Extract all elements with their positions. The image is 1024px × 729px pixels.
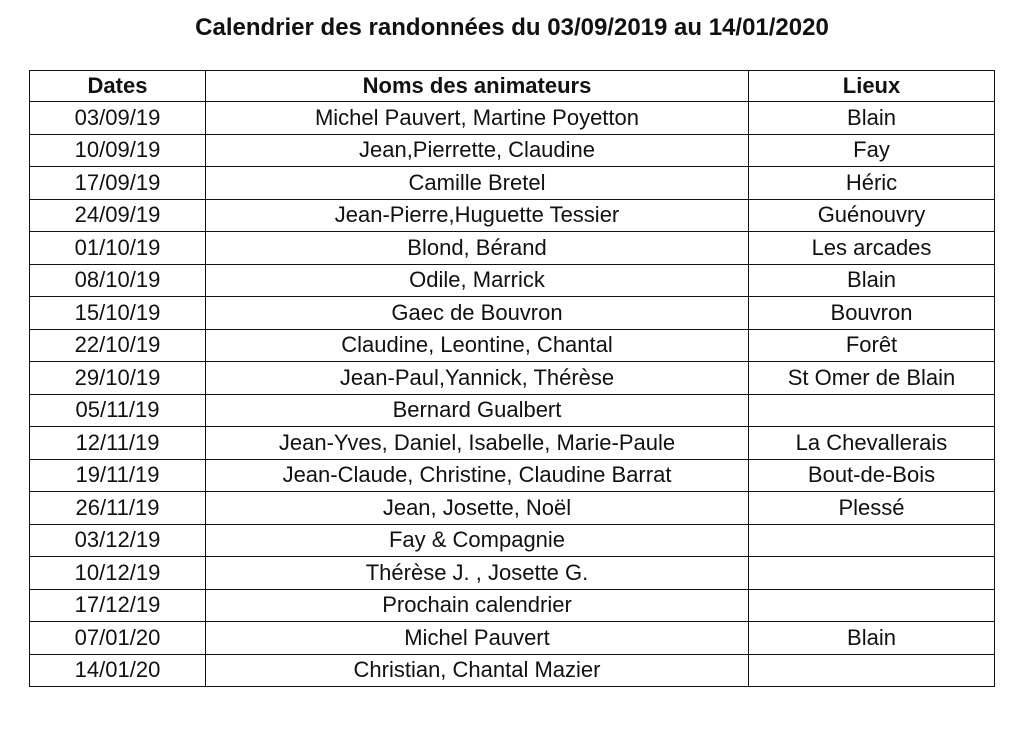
table-row: [30, 362, 995, 395]
date-cell: 14/01/20: [30, 654, 206, 687]
date-cell: 15/10/19: [30, 297, 206, 330]
date-cell: 22/10/19: [30, 329, 206, 362]
place-cell: Forêt: [749, 329, 995, 362]
date-cell: 24/09/19: [30, 199, 206, 232]
place-cell: La Chevallerais: [749, 427, 995, 460]
table-row: [30, 622, 995, 655]
page-title: Calendrier des randonnées du 03/09/2019 au 14/01/2020: [195, 14, 829, 41]
table-row: [30, 654, 995, 687]
table-row: [30, 134, 995, 167]
animators-cell: Claudine, Leontine, Chantal: [206, 329, 749, 362]
date-cell: 03/09/19: [30, 102, 206, 135]
table-row: [30, 557, 995, 590]
animators-cell: Michel Pauvert, Martine Poyetton: [206, 102, 749, 135]
date-cell: 19/11/19: [30, 459, 206, 492]
animators-cell: Odile, Marrick: [206, 264, 749, 297]
place-cell: [749, 557, 995, 590]
table-header-row: [30, 71, 995, 102]
table-row: [30, 102, 995, 135]
column-header-places: Lieux: [749, 71, 995, 102]
table-row: [30, 232, 995, 265]
animators-cell: Jean,Pierrette, Claudine: [206, 134, 749, 167]
date-cell: 10/12/19: [30, 557, 206, 590]
animators-cell: Jean-Paul,Yannick, Thérèse: [206, 362, 749, 395]
place-cell: Plessé: [749, 492, 995, 525]
date-cell: 17/09/19: [30, 167, 206, 200]
place-cell: Les arcades: [749, 232, 995, 265]
place-cell: [749, 524, 995, 557]
animators-cell: Bernard Gualbert: [206, 394, 749, 427]
animators-cell: Fay & Compagnie: [206, 524, 749, 557]
place-cell: Héric: [749, 167, 995, 200]
date-cell: 29/10/19: [30, 362, 206, 395]
date-cell: 17/12/19: [30, 589, 206, 622]
place-cell: St Omer de Blain: [749, 362, 995, 395]
place-cell: Guénouvry: [749, 199, 995, 232]
column-header-dates: Dates: [30, 71, 206, 102]
place-cell: [749, 394, 995, 427]
table-row: [30, 329, 995, 362]
table-row: [30, 589, 995, 622]
table-row: [30, 492, 995, 525]
column-header-names: Noms des animateurs: [206, 71, 749, 102]
table-row: [30, 524, 995, 557]
place-cell: Blain: [749, 622, 995, 655]
date-cell: 07/01/20: [30, 622, 206, 655]
place-cell: [749, 589, 995, 622]
place-cell: Bout-de-Bois: [749, 459, 995, 492]
animators-cell: Jean-Claude, Christine, Claudine Barrat: [206, 459, 749, 492]
animators-cell: Thérèse J. , Josette G.: [206, 557, 749, 590]
table-row: [30, 264, 995, 297]
date-cell: 03/12/19: [30, 524, 206, 557]
place-cell: Blain: [749, 102, 995, 135]
animators-cell: Prochain calendrier: [206, 589, 749, 622]
animators-cell: Jean, Josette, Noël: [206, 492, 749, 525]
table-row: [30, 199, 995, 232]
animators-cell: Christian, Chantal Mazier: [206, 654, 749, 687]
place-cell: Blain: [749, 264, 995, 297]
table-row: [30, 297, 995, 330]
date-cell: 05/11/19: [30, 394, 206, 427]
date-cell: 12/11/19: [30, 427, 206, 460]
date-cell: 08/10/19: [30, 264, 206, 297]
table-row: [30, 167, 995, 200]
date-cell: 10/09/19: [30, 134, 206, 167]
date-cell: 26/11/19: [30, 492, 206, 525]
date-cell: 01/10/19: [30, 232, 206, 265]
animators-cell: Gaec de Bouvron: [206, 297, 749, 330]
animators-cell: Michel Pauvert: [206, 622, 749, 655]
animators-cell: Jean-Yves, Daniel, Isabelle, Marie-Paule: [206, 427, 749, 460]
place-cell: Bouvron: [749, 297, 995, 330]
table-body: [30, 102, 995, 687]
table-row: [30, 459, 995, 492]
animators-cell: Camille Bretel: [206, 167, 749, 200]
table-row: [30, 427, 995, 460]
hike-schedule-table: [29, 70, 995, 687]
animators-cell: Blond, Bérand: [206, 232, 749, 265]
table-row: [30, 394, 995, 427]
animators-cell: Jean-Pierre,Huguette Tessier: [206, 199, 749, 232]
place-cell: [749, 654, 995, 687]
place-cell: Fay: [749, 134, 995, 167]
